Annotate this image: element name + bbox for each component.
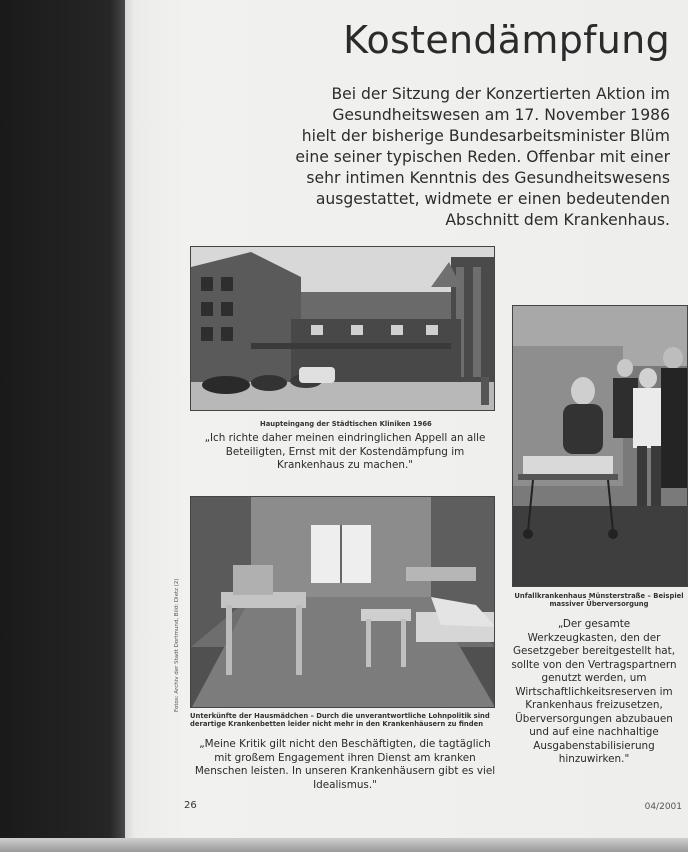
quote-line: Überversorgungen abzubauen [515,712,673,725]
quote-line: Beteiligten, Ernst mit der Kostendämpfung im [225,445,465,458]
intro-line: Bei der Sitzung der Konzertierten Aktion im [331,85,670,103]
photo-hospital-entrance [190,246,495,411]
quote-line: Wirtschaftlichkeitsreserven im [515,685,673,698]
photo-caption: Unfallkrankenhaus Münsterstraße – Beispiel massiver Überversorgung [514,592,684,608]
quote-line: hinzuwirken." [558,753,630,765]
intro-paragraph [270,84,670,231]
intro-line: Abschnitt dem Krankenhaus. [445,211,670,229]
quote-line: Menschen leisten. In unseren Krankenhäusern gibt es viel [194,765,496,777]
quote-line: „Ich richte daher meinen eindringlichen Appell an alle [204,432,486,444]
quote-line: genutzt werden, um [541,672,647,684]
page-title: Kostendämpfung [343,18,670,62]
quote-line: Gesetzgeber bereitgestellt hat, [512,645,676,657]
quote-criticism [175,738,515,792]
intro-line: sehr intimen Kenntnis des Gesundheitswesens [306,169,670,187]
quote-appeal [180,432,510,473]
intro-line: eine seiner typischen Reden. Offenbar mit einer [295,148,670,166]
quote-line: und auf eine nachhaltige [529,726,659,738]
photo-credit: Fotos: Archiv der Stadt Dortmund, Bild: Dietz (2) [174,578,180,712]
quote-line: Idealismus." [313,778,377,791]
trauma-hospital-image [513,306,688,587]
issue-number: 04/2001 [644,802,682,812]
quote-toolbox [500,618,688,767]
page-number: 26 [184,800,197,811]
photo-attic-room [190,496,495,708]
attic-room-image [191,497,495,708]
quote-line: Krankenhaus zu machen." [276,459,414,471]
quote-line: Krankenhaus freizusetzen, [525,699,663,711]
scan-edge-left [0,0,125,852]
photo-trauma-hospital [512,305,688,587]
photo-caption: Unterkünfte der Hausmädchen – Durch die unverantwortliche Lohnpolitik sind derartige Krankenbetten leider nicht mehr in den Krankenhäusern zu finden [190,712,490,728]
hospital-entrance-image [191,247,495,411]
intro-line: Gesundheitswesen am 17. November 1986 [332,106,670,124]
intro-line: ausgestattet, widmete er einen bedeutenden [315,190,670,208]
quote-line: mit großem Engagement ihren Dienst am kranken [214,751,476,764]
quote-line: Werkzeugkasten, den der [527,631,661,644]
intro-line: hielt der bisherige Bundesarbeitsminister Blüm [301,127,670,145]
quote-line: sollte von den Vertragspartnern [511,658,677,671]
quote-line: Ausgabenstabilisierung [533,739,655,752]
photo-caption: Haupteingang der Städtischen Kliniken 1966 [260,420,432,428]
scan-edge-bottom [0,838,688,852]
quote-line: „Der gesamte [557,618,631,630]
quote-line: „Meine Kritik gilt nicht den Beschäftigten, die tagtäglich [199,738,491,750]
